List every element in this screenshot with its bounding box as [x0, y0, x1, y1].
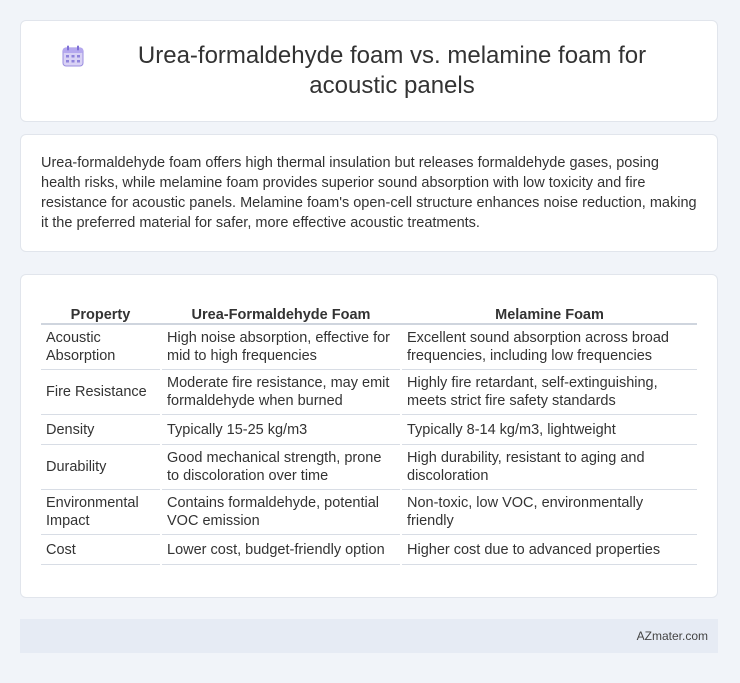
row-melamine-value: Highly fire retardant, self-extinguishing, meets strict fire safety standards	[401, 370, 697, 415]
row-urea-value: Good mechanical strength, prone to discoloration over time	[161, 445, 401, 490]
row-melamine-value: Typically 8-14 kg/m3, lightweight	[401, 415, 697, 445]
footer	[20, 619, 718, 653]
table-row	[41, 415, 697, 445]
calendar-icon	[61, 44, 85, 68]
comparison-table-card	[20, 274, 718, 598]
row-property: Durability	[41, 445, 161, 490]
row-property: Environmental Impact	[41, 490, 161, 535]
row-melamine-value: Higher cost due to advanced properties	[401, 535, 697, 565]
table-header-row	[41, 295, 697, 324]
summary-paragraph: Urea-formaldehyde foam offers high thermal insulation but releases formaldehyde gases, posing health risks, while melamine foam provides superior sound absorption with low toxicity and fire resistance for acoustic panels. Melamine foam's open-cell structure enhances noise reduction, making it the preferred material for safer, more effective acoustic treatments.	[41, 155, 697, 231]
row-property: Cost	[41, 535, 161, 565]
row-melamine-value: High durability, resistant to aging and discoloration	[401, 445, 697, 490]
row-urea-value: High noise absorption, effective for mid to high frequencies	[161, 324, 401, 370]
table-row	[41, 445, 697, 490]
table-row	[41, 324, 697, 370]
row-urea-value: Moderate fire resistance, may emit formaldehyde when burned	[161, 370, 401, 415]
row-urea-value: Typically 15-25 kg/m3	[161, 415, 401, 445]
table-row	[41, 535, 697, 565]
header-property: Property	[41, 295, 161, 324]
row-melamine-value: Excellent sound absorption across broad frequencies, including low frequencies	[401, 324, 697, 370]
row-property: Acoustic Absorption	[41, 324, 161, 370]
row-urea-value: Contains formaldehyde, potential VOC emission	[161, 490, 401, 535]
header-melamine: Melamine Foam	[401, 295, 697, 324]
row-property: Density	[41, 415, 161, 445]
row-melamine-value: Non-toxic, low VOC, environmentally friendly	[401, 490, 697, 535]
footer-brand-link[interactable]: AZmater.com	[636, 629, 708, 643]
title-row	[61, 41, 677, 101]
row-property: Fire Resistance	[41, 370, 161, 415]
comparison-table	[41, 295, 697, 565]
table-row	[41, 370, 697, 415]
page-title: Urea-formaldehyde foam vs. melamine foam for acoustic panels	[137, 42, 647, 99]
header-urea-formaldehyde: Urea-Formaldehyde Foam	[161, 295, 401, 324]
summary-card	[20, 134, 718, 252]
row-urea-value: Lower cost, budget-friendly option	[161, 535, 401, 565]
title-card	[20, 20, 718, 122]
table-row	[41, 490, 697, 535]
